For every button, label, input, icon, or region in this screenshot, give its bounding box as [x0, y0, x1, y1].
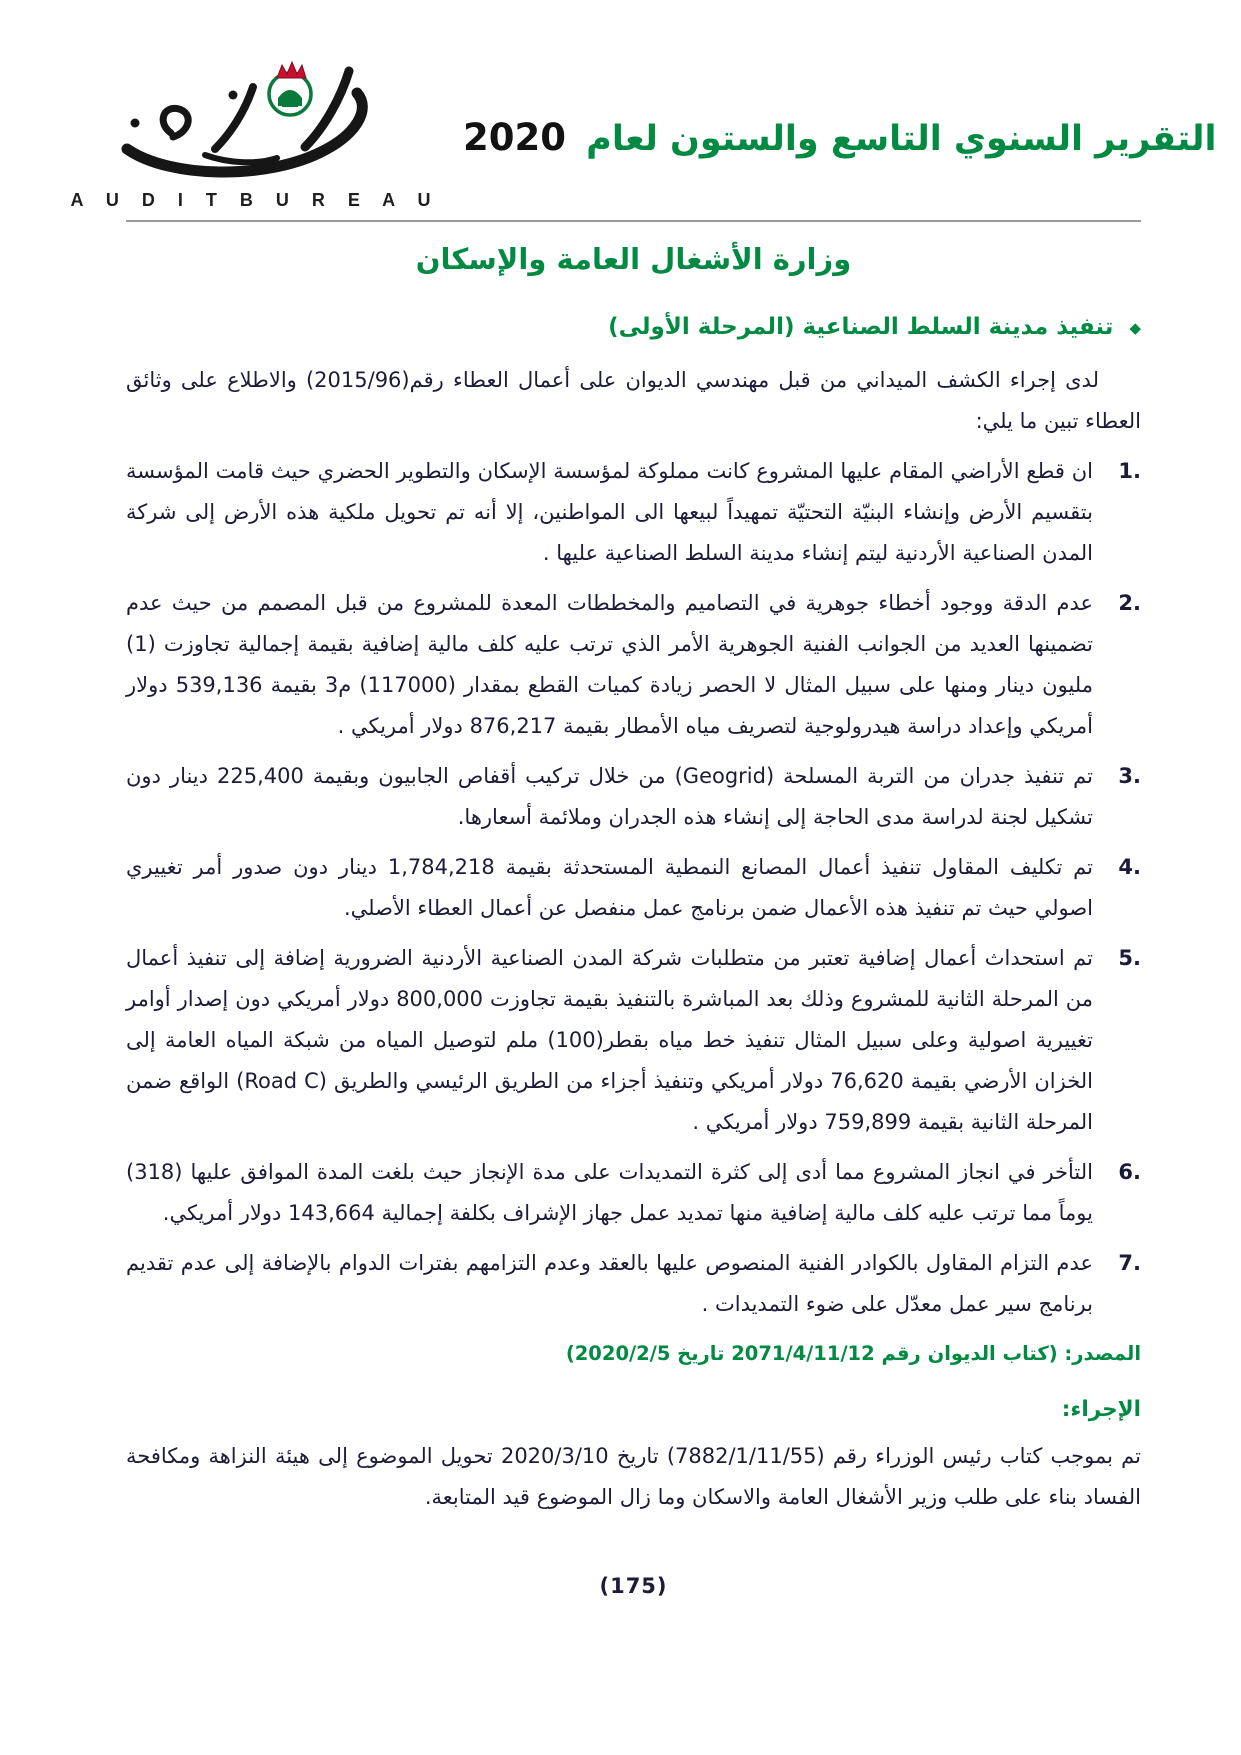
item-text: تم تكليف المقاول تنفيذ أعمال المصانع النمطية المستحدثة بقيمة 1,784,218 دينار دون صدور أمر تغييري اصولي حيث تم تنفيذ هذه الأعمال ضمن برنامج عمل منفصل عن أعمال العطاء الأصلي. — [126, 855, 1094, 920]
calligraphy-dot — [229, 91, 238, 100]
item-text: تم تنفيذ جدران من التربة المسلحة (Geogrid) من خلال تركيب أقفاص الجابيون وبقيمة 225,400 دينار دون تشكيل لجنة لدراسة مدى الحاجة إلى إنشاء هذه الجدران وملائمة أسعارها. — [126, 764, 1093, 829]
item-number: 3. — [1118, 764, 1141, 788]
audit-bureau-calligraphy-icon — [105, 57, 405, 187]
item-number: 4. — [1118, 855, 1141, 879]
item-number: 2. — [1118, 591, 1141, 615]
calligraphy-dot — [131, 119, 140, 128]
ministry-title: وزارة الأشغال العامة والإسكان — [415, 242, 852, 276]
list-item — [126, 847, 1141, 929]
calligraphy-strokes — [127, 71, 362, 172]
logo-english-name: A U D I T B U R E A U — [70, 190, 440, 210]
list-item — [126, 1243, 1141, 1325]
list-item — [126, 756, 1141, 838]
list-item — [126, 583, 1141, 747]
item-text: ان قطع الأراضي المقام عليها المشروع كانت مملوكة لمؤسسة الإسكان والتطوير الحضري حيث قامت المؤسسة بتقسيم الأرض وإنشاء البنيّة التحتيّة تمهيداً لبيعها الى المواطنين، إلا أنه تم تحويل ملكية هذه الأرض إلى شركة المدن الصناعية الأردنية ليتم إنشاء مدينة السلط الصناعية عليها . — [126, 459, 1093, 565]
item-number: 5. — [1118, 946, 1141, 970]
section-heading-text: تنفيذ مدينة السلط الصناعية (المرحلة الأولى) — [608, 314, 1114, 340]
report-title-text: التقرير السنوي التاسع والستون لعام — [586, 118, 1217, 159]
item-text: التأخر في انجاز المشروع مما أدى إلى كثرة التمديدات على مدة الإنجاز حيث بلغت المدة الموافق عليها (318) يوماً مما ترتب عليه كلف مالية إضافية منها تمديد عمل جهاز الإشراف بكلفة إجمالية 143,664 دولار أمريكي. — [126, 1160, 1093, 1225]
list-item — [126, 938, 1141, 1143]
item-number: 7. — [1118, 1251, 1141, 1275]
item-number: 6. — [1118, 1160, 1141, 1184]
diamond-bullet-icon: ◆ — [1129, 318, 1141, 337]
action-paragraph: تم بموجب كتاب رئيس الوزراء رقم (7882/1/11/55) تاريخ 2020/3/10 تحويل الموضوع إلى هيئة النزاهة ومكافحة الفساد بناء على طلب وزير الأشغال العامة والاسكان وما زال الموضوع قيد المتابعة. — [126, 1444, 1142, 1509]
item-text: تم استحداث أعمال إضافية تعتبر من متطلبات شركة المدن الصناعية الأردنية الضرورية إضافة إلى تنفيذ أعمال من المرحلة الثانية للمشروع وذلك بعد المباشرة بالتنفيذ بقيمة تجاوزت 800,000 دولار أمريكي دون إصدار أوامر تغييرية اصولية وعلى سبيل المثال تنفيذ خط مياه بقطر(100) ملم لتوصيل المياه من شبكة المياه العامة إلى الخزان الأرضي بقيمة 76,620 دولار أمريكي وتنفيذ أجزاء من الطريق الرئيسي والطريق (Road C) الواقع ضمن المرحلة الثانية بقيمة 759,899 دولار أمريكي . — [126, 946, 1093, 1134]
action-label: الإجراء: — [1061, 1397, 1141, 1422]
list-item — [126, 451, 1141, 574]
crown-emblem-icon — [269, 62, 311, 115]
report-year: 2020 — [463, 115, 566, 159]
item-text: عدم الدقة ووجود أخطاء جوهرية في التصاميم والمخططات المعدة للمشروع من قبل المصمم من حيث عدم تضمينها العديد من الجوانب الفنية الجوهرية الأمر الذي ترتب عليه كلف مالية إضافية بقيمة إجمالية تجاوزت (1) مليون دينار ومنها على سبيل المثال لا الحصر زيادة كميات القطع بمقدار (117000) م3 بقيمة 539,136 دولار أمريكي وإعداد دراسة هيدرولوجية لتصريف مياه الأمطار بقيمة 876,217 دولار أمريكي . — [126, 591, 1093, 738]
section-heading — [126, 314, 1141, 340]
source-line: المصدر: (كتاب الديوان رقم 2071/4/11/12 تاريخ 2020/2/5) — [565, 1342, 1141, 1365]
item-number: 1. — [1118, 459, 1141, 483]
item-text: عدم التزام المقاول بالكوادر الفنية المنصوص عليها بالعقد وعدم التزامهم بفترات الدوام بالإضافة إلى عدم تقديم برنامج سير عمل معدّل على ضوء التمديدات . — [126, 1251, 1093, 1316]
intro-paragraph: لدى إجراء الكشف الميداني من قبل مهندسي الديوان على أعمال العطاء رقم(2015/96) والاطلاع على وثائق العطاء تبين ما يلي: — [126, 368, 1141, 433]
header-divider — [126, 220, 1141, 222]
page-number: (175) — [599, 1574, 668, 1598]
page-header — [70, 48, 1217, 220]
audit-bureau-logo — [70, 57, 440, 211]
list-item — [126, 1152, 1141, 1234]
report-title — [463, 116, 1216, 159]
findings-list — [126, 451, 1141, 1325]
